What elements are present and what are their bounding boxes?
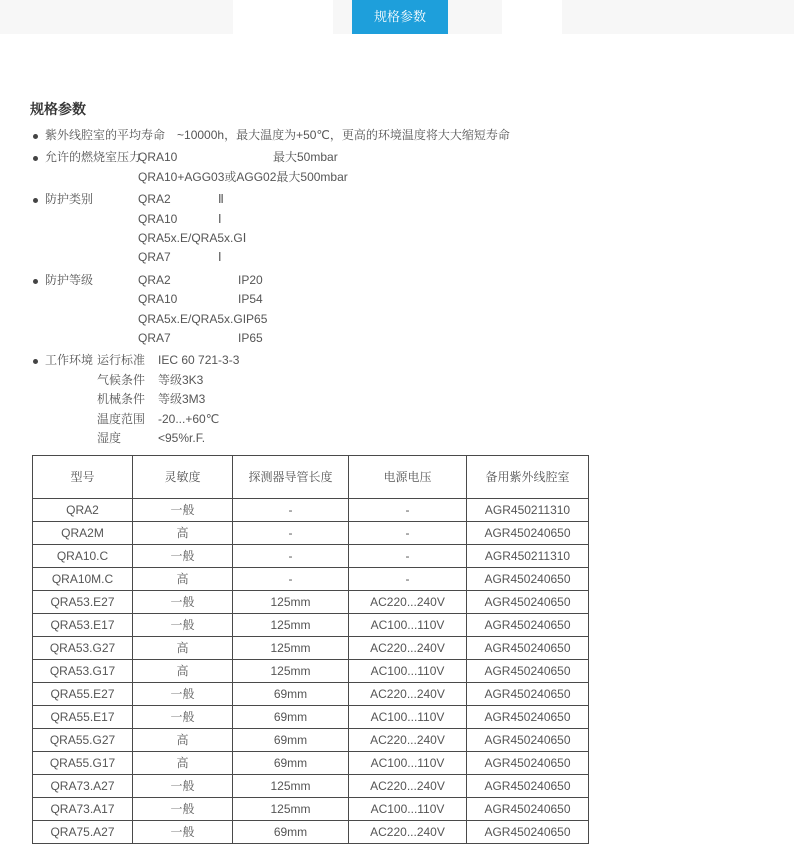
tabbar-segment [794,0,805,34]
table-cell: 69mm [233,820,349,843]
table-row [33,728,589,751]
spec-section-label: 允许的燃烧室压力 [45,150,142,165]
table-cell: QRA55.G27 [33,728,133,751]
spec-line [138,229,805,248]
table-cell: AGR450240650 [467,820,589,843]
bullet-icon [33,359,38,364]
spec-section-label: 防护等级 [45,272,94,287]
bullet-icon [33,198,38,203]
spec-line-key: 机械条件 [97,392,146,407]
spec-line [138,329,805,348]
table-cell: - [349,544,467,567]
table-cell: - [233,567,349,590]
table-cell: QRA55.E17 [33,705,133,728]
bullet-icon [33,279,38,284]
tab-spec-params[interactable]: 规格参数 [352,0,448,34]
table-row [33,613,589,636]
spec-section-label: 防护类别 [45,192,94,207]
table-cell: QRA73.A17 [33,797,133,820]
table-cell: 125mm [233,613,349,636]
table-cell: 一般 [133,682,233,705]
table-cell: - [233,544,349,567]
spec-line [138,248,805,267]
model-spec-table [32,455,589,844]
table-cell: 一般 [133,613,233,636]
spec-line-value: Ⅰ [242,231,247,246]
spec-line-key: QRA2 [138,272,171,287]
table-row [33,590,589,613]
table-cell: AC220...240V [349,636,467,659]
spec-line [97,371,805,390]
table-cell: 一般 [133,544,233,567]
table-cell: QRA53.G17 [33,659,133,682]
table-row [33,751,589,774]
spec-line [138,310,805,329]
table-cell: QRA10.C [33,544,133,567]
table-row [33,659,589,682]
table-cell: AC100...110V [349,613,467,636]
table-cell: 高 [133,751,233,774]
spec-line [138,290,805,309]
table-cell: QRA53.E27 [33,590,133,613]
table-header-cell: 灵敏度 [133,455,233,498]
table-cell: AGR450240650 [467,774,589,797]
spec-section-label: 工作环境 [45,353,94,368]
table-cell: QRA55.E27 [33,682,133,705]
table-row [33,567,589,590]
bullet-icon [33,134,38,139]
spec-line-value: 等级3M3 [158,392,206,407]
table-cell: AGR450240650 [467,659,589,682]
table-cell: AC220...240V [349,682,467,705]
spec-section [30,271,805,349]
spec-line-value: IP65 [238,331,263,346]
spec-line-key: QRA10 [138,150,178,165]
spec-section [30,148,805,187]
table-cell: 125mm [233,659,349,682]
table-cell: AC100...110V [349,659,467,682]
table-cell: 69mm [233,705,349,728]
table-row [33,682,589,705]
spec-line-key: 温度范围 [97,411,146,426]
table-cell: 高 [133,636,233,659]
tabbar-segment [502,0,562,34]
table-cell: 高 [133,728,233,751]
spec-line [138,190,805,209]
table-cell: 一般 [133,774,233,797]
table-cell: 一般 [133,797,233,820]
spec-line [97,429,805,448]
spec-line [45,126,805,145]
table-cell: AC220...240V [349,728,467,751]
table-header-cell: 备用紫外线腔室 [467,455,589,498]
table-cell: - [349,567,467,590]
spec-section-rows [45,126,805,145]
spec-line-key: QRA7 [138,250,171,265]
table-cell: AGR450240650 [467,567,589,590]
table-cell: AGR450240650 [467,728,589,751]
table-cell: AC220...240V [349,590,467,613]
table-cell: AGR450240650 [467,797,589,820]
spec-line [97,410,805,429]
spec-line-key: QRA7 [138,331,171,346]
table-cell: AC220...240V [349,820,467,843]
spec-line-key: 紫外线腔室的平均寿命 [45,128,166,142]
table-cell: AGR450211310 [467,544,589,567]
table-cell: QRA2M [33,521,133,544]
table-cell: 125mm [233,636,349,659]
table-cell: AGR450240650 [467,751,589,774]
bullet-icon [33,156,38,161]
table-cell: AGR450240650 [467,521,589,544]
spec-line-value: IP54 [238,292,263,307]
table-cell: - [349,521,467,544]
spec-line [138,210,805,229]
table-cell: AC220...240V [349,774,467,797]
spec-line [97,390,805,409]
table-cell: 一般 [133,498,233,521]
spec-section-rows [138,148,805,187]
table-cell: - [233,498,349,521]
spec-line-value: 最大500mbar [276,169,348,184]
spec-line [138,148,805,167]
spec-section [30,126,805,145]
spec-line-value: -20...+60℃ [158,411,220,426]
table-row [33,820,589,843]
table-cell: AC100...110V [349,751,467,774]
table-cell: 69mm [233,682,349,705]
table-cell: AGR450211310 [467,498,589,521]
table-cell: 125mm [233,797,349,820]
spec-sections [30,126,805,449]
table-cell: AGR450240650 [467,682,589,705]
spec-line-value: 等级3K3 [158,372,204,387]
spec-section [30,190,805,268]
table-header-cell: 探测器导管长度 [233,455,349,498]
table-cell: 一般 [133,590,233,613]
spec-line-value: Ⅰ [218,211,222,226]
table-row [33,498,589,521]
table-cell: AGR450240650 [467,590,589,613]
spec-line [97,351,805,370]
table-header-row [33,455,589,498]
spec-section-rows [97,351,805,448]
spec-line-key: 气候条件 [97,372,146,387]
table-row [33,521,589,544]
table-cell: QRA55.G17 [33,751,133,774]
tab-bar [0,0,805,34]
table-cell: AC100...110V [349,705,467,728]
table-row [33,705,589,728]
table-header-cell: 电源电压 [349,455,467,498]
table-cell: QRA53.E17 [33,613,133,636]
spec-line-key: QRA5x.E/QRA5x.G [138,311,243,326]
spec-line-key: QRA2 [138,192,171,207]
table-row [33,797,589,820]
spec-line-value: Ⅱ [218,192,224,207]
table-cell: 高 [133,659,233,682]
table-cell: - [349,498,467,521]
table-row [33,774,589,797]
spec-line-key: 湿度 [97,431,122,446]
table-cell: 一般 [133,820,233,843]
spec-section-rows [138,190,805,268]
table-cell: QRA10M.C [33,567,133,590]
table-header-cell: 型号 [33,455,133,498]
table-cell: 高 [133,521,233,544]
spec-line-key: QRA10+AGG03或AGG02 [138,169,277,184]
spec-line-value: ~10000h，最大温度为+50℃，更高的环境温度将大大缩短寿命 [177,128,510,142]
spec-line-value: IEC 60 721-3-3 [158,353,240,368]
table-cell: AGR450240650 [467,613,589,636]
table-cell: QRA2 [33,498,133,521]
table-cell: 125mm [233,774,349,797]
table-cell: 高 [133,567,233,590]
table-row [33,544,589,567]
spec-line-value: 最大50mbar [273,150,338,165]
table-cell: 69mm [233,751,349,774]
spec-line-key: 运行标准 [97,353,146,368]
spec-line-key: QRA5x.E/QRA5x.G [138,231,243,246]
spec-section-rows [138,271,805,349]
spec-line-key: QRA10 [138,211,178,226]
table-cell: AC100...110V [349,797,467,820]
table-cell: 69mm [233,728,349,751]
spec-line [138,271,805,290]
spec-line-value: IP20 [238,272,263,287]
spec-line-value: <95%r.F. [158,431,206,446]
spec-line-key: QRA10 [138,292,178,307]
spec-line-value: Ⅰ [218,250,222,265]
spec-line [138,168,805,187]
table-cell: AGR450240650 [467,636,589,659]
table-cell: 一般 [133,705,233,728]
table-row [33,636,589,659]
tabbar-segment [233,0,333,34]
table-cell: AGR450240650 [467,705,589,728]
table-cell: QRA75.A27 [33,820,133,843]
table-cell: QRA53.G27 [33,636,133,659]
spec-section [30,351,805,448]
table-cell: QRA73.A27 [33,774,133,797]
spec-page [0,100,805,844]
spec-line-value: IP65 [242,311,268,326]
table-cell: 125mm [233,590,349,613]
page-title: 规格参数 [30,101,86,117]
table-cell: - [233,521,349,544]
